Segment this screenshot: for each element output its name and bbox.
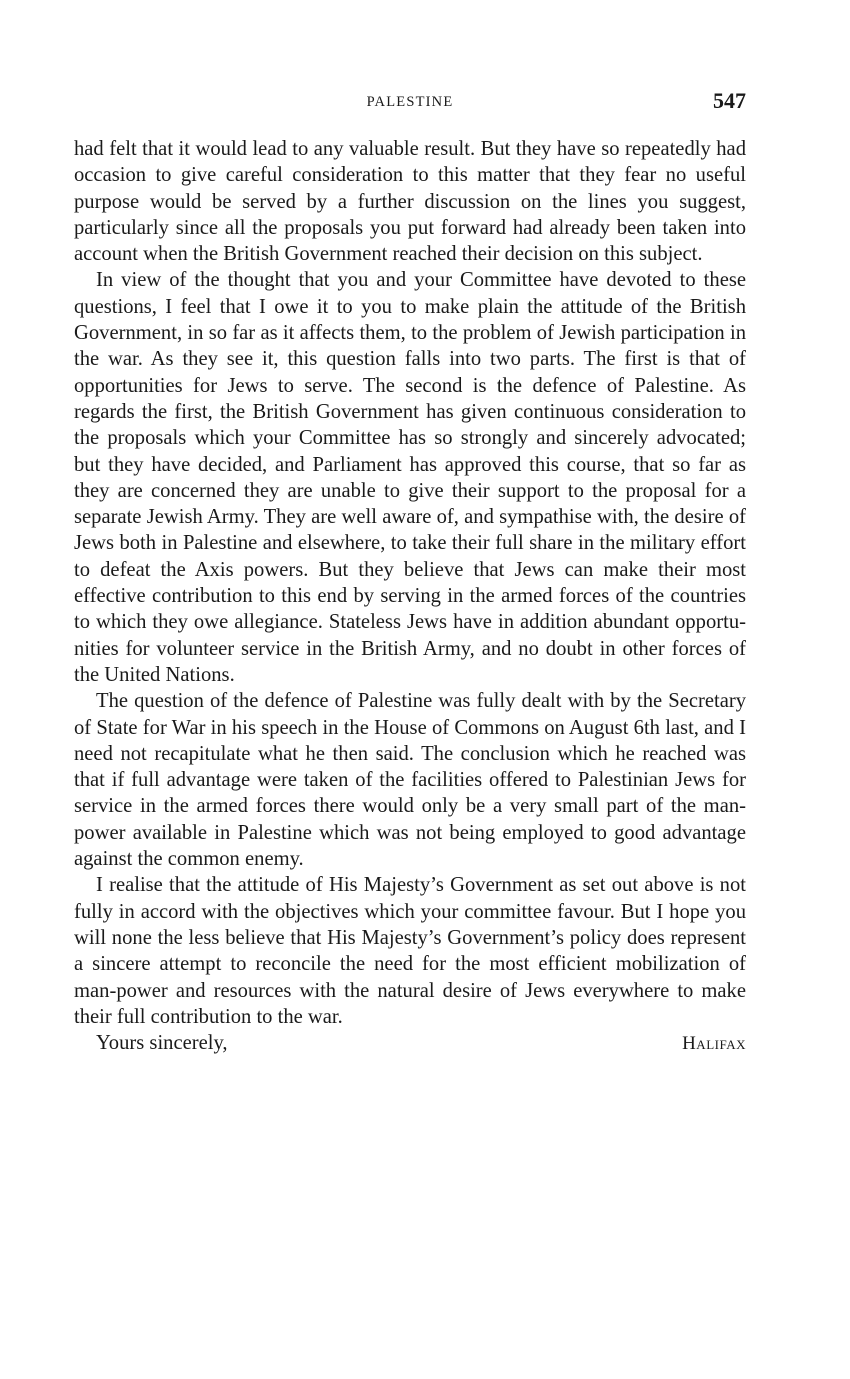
signature: Halifax [682,1033,746,1055]
letter-body [74,136,746,1030]
running-head [74,88,746,122]
paragraph-government-attitude: I realise that the attitude of His Majesty’s Government as set out above is not fully in accord with the objectives which your committee favour. But I hope you will none the less believe that His Majesty’s Government’s policy does represent a sincere attempt to reconcile the need for the most efficient mobilization of man-power and resources with the natural desire of Jews everywhere to make their full contribution to the war. [74,874,746,1028]
paragraph-defence-of-palestine: The question of the defence of Palestine was fully dealt with by the Secretary of State for War in his speech in the House of Commons on August 6th last, and I need not recapitulate what he then said. The conclusion which he reached was that if full advantage were taken of the facilities offered to Palestinian Jews for service in the armed forces there would only be a very small part of the man-power available in Palestine which was not being employed to good advantage against the common enemy. [74,690,746,871]
page-number: 547 [713,88,746,113]
paragraph-continuation: had felt that it would lead to any valuable result. But they have so repeatedly had occasion to give careful consideration to this matter that they fear no useful purpose would be served by a further discussion on the lines you suggest, particularly since all the proposals you put forward had already been taken into account when the British Government reached their decision on this subject. [74,138,746,266]
letter-closing [74,1030,746,1057]
paragraph-jewish-participation: In view of the thought that you and your Committee have devoted to these questions, I feel that I owe it to you to make plain the attitude of the British Government, in so far as it affects them, to the problem of Jewish participation in the war. As they see it, this question falls into two parts. The first is that of opportunities for Jews to serve. The second is the defence of Palestine. As regards the first, the British Government has given continuous consideration to the proposals which your Committee has so strongly and sincerely advocated; but they have decided, and Parliament has approved this course, that so far as they are concerned they are unable to give their support to the proposal for a separate Jewish Army. They are well aware of, and sympathise with, the desire of Jews both in Palestine and elsewhere, to take their full share in the military effort to defeat the Axis powers. But they believe that Jews can make their most effective contribution to this end by serving in the armed forces of the countries to which they owe allegiance. Stateless Jews have in addition abundant opportunities for volunteer service in the British Army, and no doubt in other forces of the United Nations. [74,269,746,686]
document-page [74,88,746,1057]
salutation: Yours sincerely, [96,1032,228,1055]
running-title: PALESTINE [366,94,454,110]
